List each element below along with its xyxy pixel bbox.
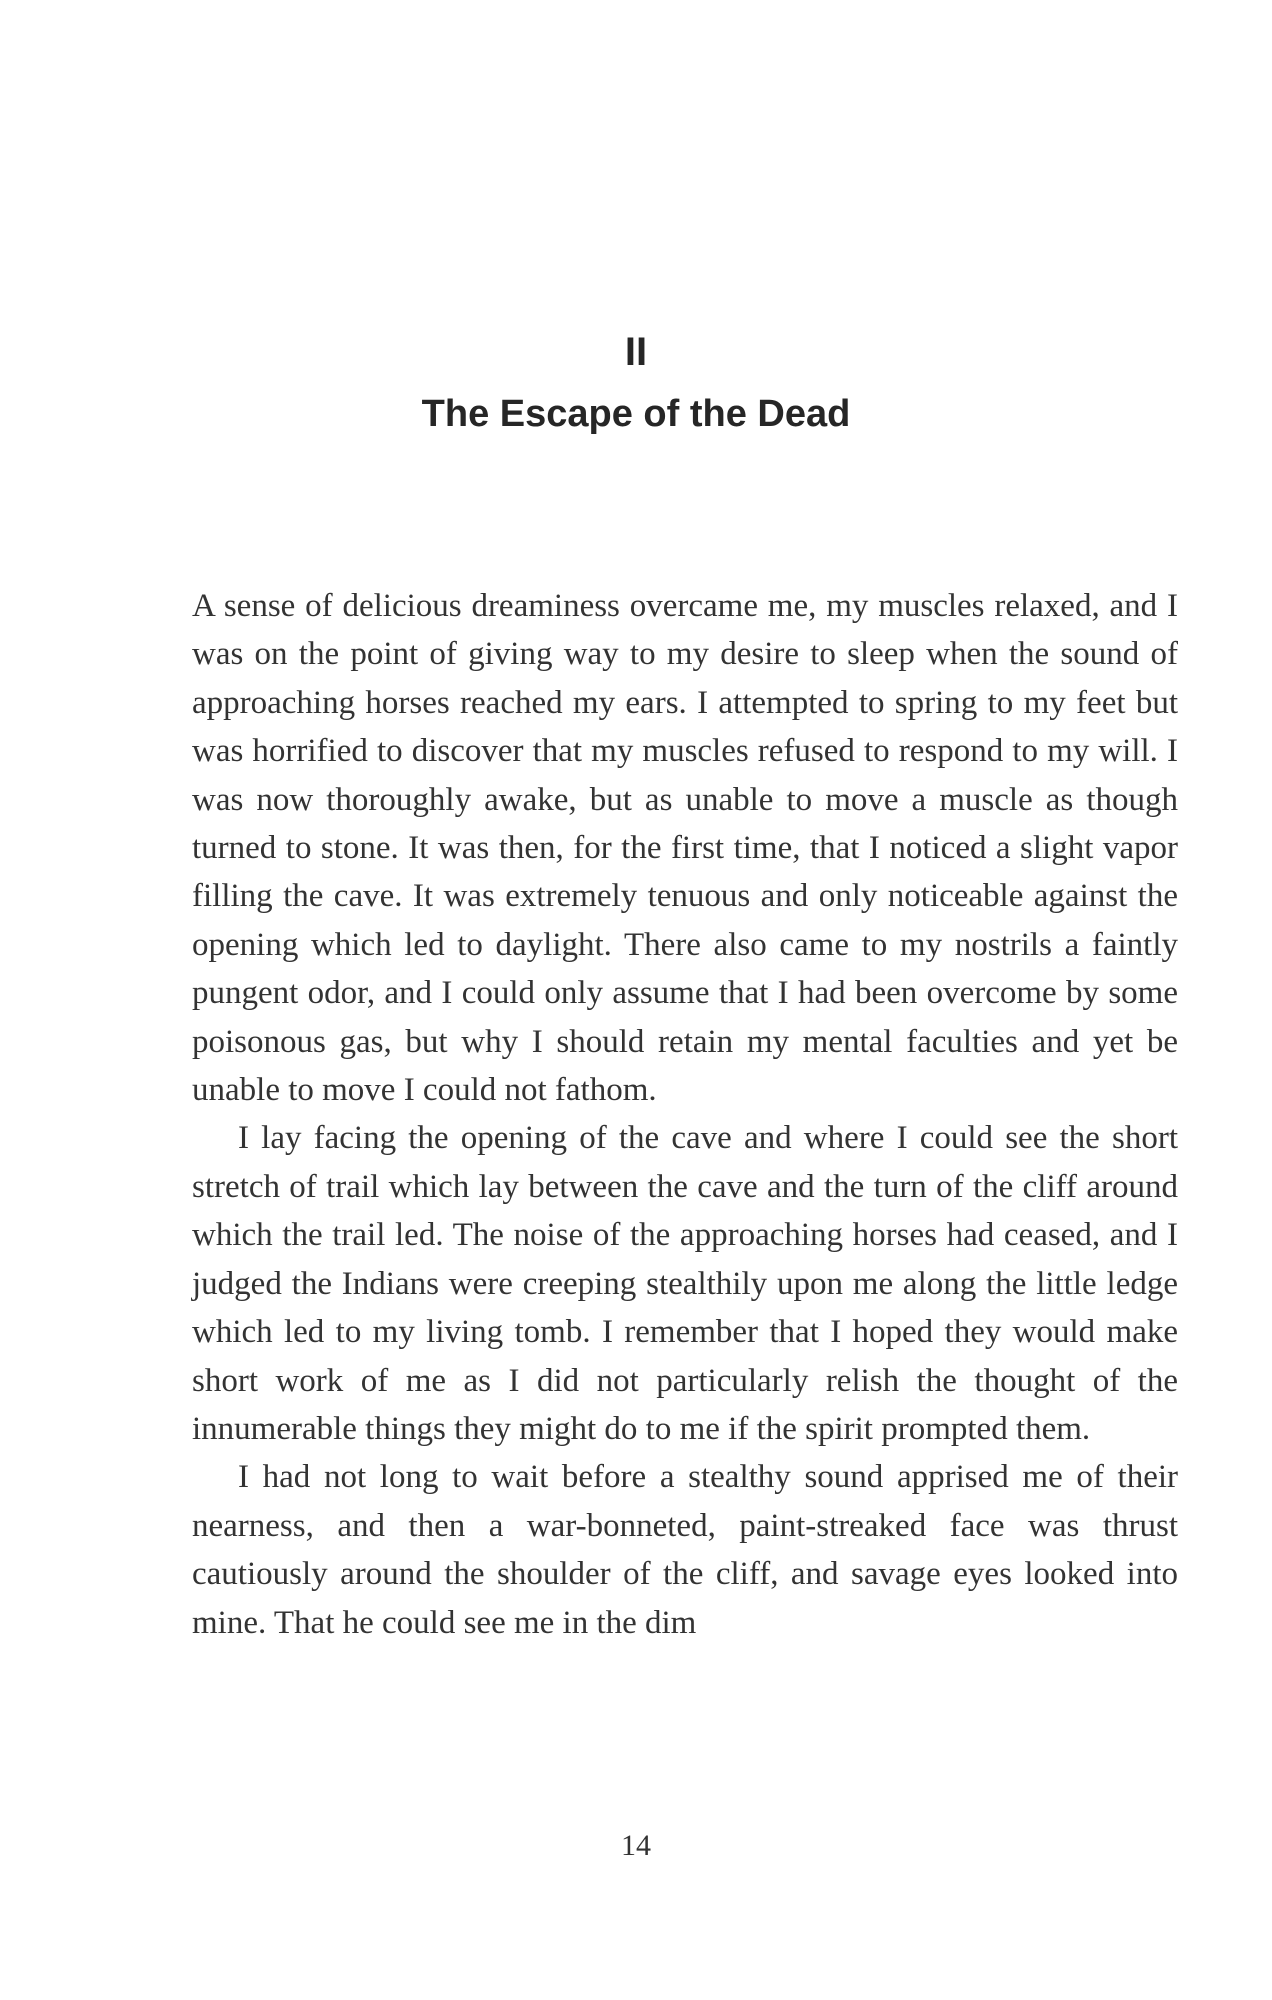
paragraph-2: I lay facing the opening of the cave and where I could see the short stretch of trail which lay between the cave and the turn of the cliff around which the trail led. The noise of the approaching horses had ceased, and I judged the Indians were creeping stealthily upon me along the little ledge which led to my living tomb. I remember that I hoped they would make short work of me as I did not particularly relish the thought of the innumerable things they might do to me if the spirit prompted them. bbox=[192, 1120, 1178, 1447]
paragraph-3: I had not long to wait before a stealthy sound apprised me of their nearness, and then a war-bonneted, paint-streaked face was thrust cautiously around the shoulder of the cliff, and savage eyes looked into mine. That he could see me in the dim bbox=[192, 1459, 1178, 1641]
chapter-number: II bbox=[624, 330, 648, 374]
chapter-title: The Escape of the Dead bbox=[421, 393, 851, 435]
paragraph-1: A sense of delicious dreaminess overcame me, my muscles relaxed, and I was on the point of giving way to my desire to sleep when the sound of approaching horses reached my ears. I attempted to spring to my feet but was horrified to discover that my muscles refused to respond to my will. I was now thoroughly awake, but as unable to move a muscle as though turned to stone. It was then, for the first time, that I noticed a slight vapor filling the cave. It was extremely tenuous and only noticeable against the opening which led to daylight. There also came to my nostrils a faintly pungent odor, and I could only assume that I had been overcome by some poisonous gas, but why I should retain my mental faculties and yet be unable to move I could not fathom. bbox=[192, 588, 1178, 1109]
body-text bbox=[192, 582, 1178, 1647]
page-number: 14 bbox=[621, 1829, 651, 1862]
